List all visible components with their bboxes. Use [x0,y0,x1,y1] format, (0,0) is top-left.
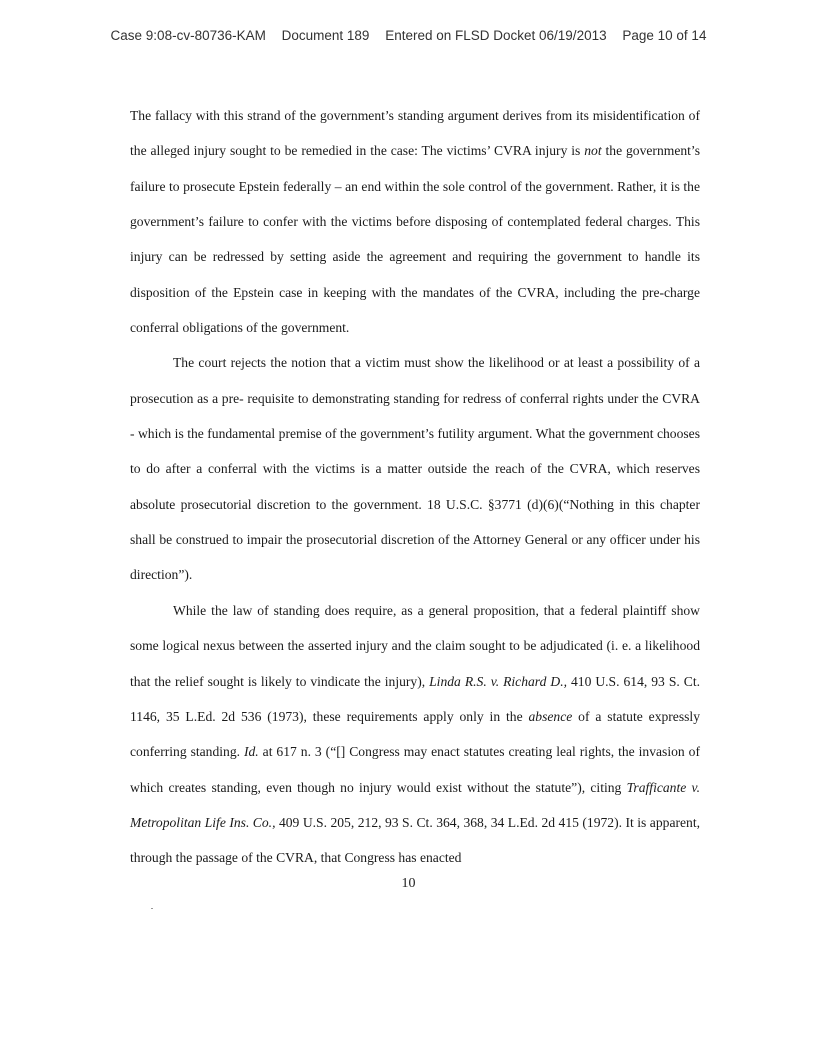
case-citation: Trafficante v. Metropolitan Life Ins. Co., [130,779,700,830]
paragraph-2 [130,345,700,592]
case-number: Case 9:08-cv-80736-KAM [110,28,266,43]
document-number: Document 189 [281,28,370,43]
docket-header [0,28,817,43]
emphasis-run: absence [528,708,573,724]
text-run: The court rejects the notion that a victim must show the likelihood or at least a possibility of a prosecution as a pre- requisite to demonstrating standing for redress of conferral rights under the CVRA - which is the fundamental premise of the government’s futility argument. What the government chooses to do after a conferral with the victims is a matter outside the reach of the CVRA, which reserves absolute prosecutorial discretion to the government. 18 U.S.C. §3771 (d)(6)(“Nothing in this chapter shall be construed to impair the prosecutorial discretion of the Attorney General or any officer under his direction”). [130,355,700,583]
document-body [130,98,700,876]
scan-speck [151,908,153,909]
text-run: 409 U.S. 205, 212, 93 S. Ct. 364, 368, 34 L.Ed. 2d 415 (1972). It is apparent, through the passage of the CVRA, that Congress has enacted [130,814,701,866]
case-citation: Linda R.S. v. Richard D., [429,673,567,689]
docket-entry: Entered on FLSD Docket 06/19/2013 [385,28,607,43]
text-run: the government’s failure to prosecute Epstein federally – an end within the sole control of the government. Rather, it is the government’s failure to confer with the victims before disposing of contemplated federal charges. This injury can be redressed by setting aside the agreement and requiring the government to handle its disposition of the Epstein case in keeping with the mandates of the CVRA, including the pre-charge conferral obligations of the government. [130,143,700,336]
id-citation: Id. [243,744,259,760]
page-number: 10 [401,876,416,891]
text-run: While the law of standing does require, as a general proposition, that a federal plaintiff show some logical nexus between the asserted injury and the claim sought to be adjudicated (i. e. a likelihood that the relief sought is likely to vindicate the injury), [130,602,700,689]
text-run: at 617 n. 3 (“[] Congress may enact statutes creating leal rights, the invasion of which creates standing, even though no injury would exist without the statute”), citing [130,744,700,795]
text-run: of a statute expressly conferring standing. [130,708,700,760]
paragraph-3 [130,593,700,876]
emphasis-run: not [584,143,602,159]
text-run: 410 U.S. 614, 93 S. Ct. 1146, 35 L.Ed. 2d 536 (1973), these requirements apply only in the [130,673,701,724]
text-run: The fallacy with this strand of the government’s standing argument derives from its misidentification of the alleged injury sought to be remedied in the case: The victims’ CVRA injury is [130,108,700,159]
paragraph-1 [130,98,700,345]
page-indicator: Page 10 of 14 [622,28,707,43]
